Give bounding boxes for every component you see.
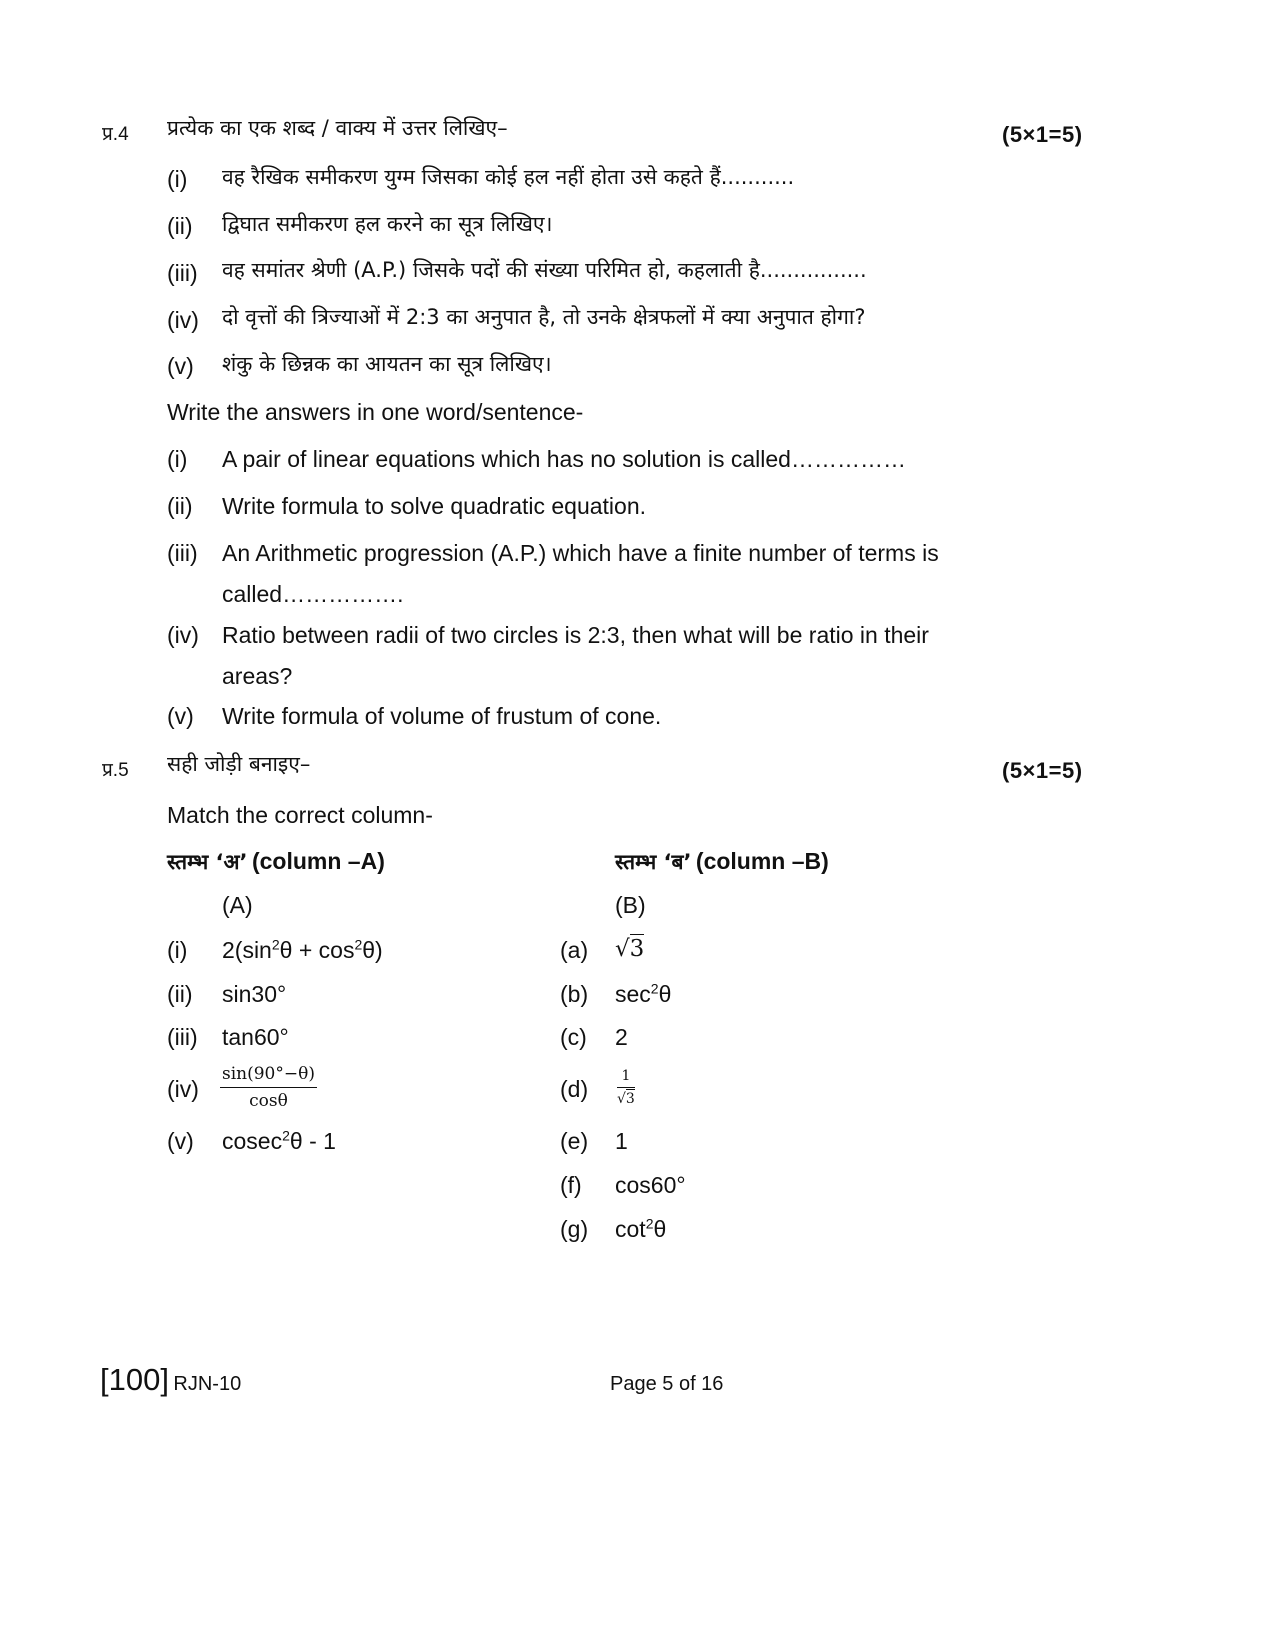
- col-a-item-iv-fraction: [220, 1064, 317, 1111]
- column-b-head-en: (column –B): [695, 848, 829, 874]
- q4-en-label-2: (ii): [167, 493, 193, 519]
- q5-title-hi: सही जोड़ी बनाइए–: [167, 752, 311, 776]
- footer-code: [100, 1362, 241, 1398]
- q4-title-hi: प्रत्येक का एक शब्द / वाक्य में उत्तर लिखिए–: [167, 116, 508, 140]
- q4-hi-label-2: (ii): [167, 213, 193, 239]
- col-a-item-iv-numerator: sin(90°−θ): [220, 1064, 317, 1088]
- column-a-sub: (A): [222, 892, 253, 918]
- q4-hi-label-4: (iv): [167, 307, 199, 333]
- q4-hi-label-1: (i): [167, 166, 188, 192]
- q4-number: प्र.4: [102, 124, 129, 145]
- col-a-label-ii: (ii): [167, 981, 193, 1007]
- q4-hi-text-5: शंकु के छिन्नक का आयतन का सूत्र लिखिए।: [222, 352, 552, 376]
- col-b-item-a: √3: [615, 936, 645, 962]
- q4-en-text-4a: Ratio between radii of two circles is 2:3, then what will be ratio in their: [222, 622, 929, 648]
- col-b-item-g: $\cot^2\theta$: [615, 1215, 667, 1242]
- col-b-label-b: (b): [560, 981, 589, 1007]
- col-a-label-iv: (iv): [167, 1076, 199, 1102]
- q4-en-text-4b: areas?: [222, 663, 293, 689]
- footer-page-number: Page 5 of 16: [610, 1373, 724, 1395]
- q4-hi-text-3: वह समांतर श्रेणी (A.P.) जिसके पदों की संख्या परिमित हो, कहलाती है................: [222, 258, 867, 282]
- col-b-label-a: (a): [560, 937, 589, 963]
- q4-en-text-2: Write formula to solve quadratic equation.: [222, 493, 647, 519]
- col-b-label-e: (e): [560, 1128, 589, 1154]
- q4-en-label-3: (iii): [167, 540, 198, 566]
- q4-en-text-5: Write formula of volume of frustum of cone.: [222, 703, 662, 729]
- col-b-item-f: cos60°: [615, 1172, 686, 1198]
- col-b-item-d-denominator: √3: [617, 1091, 635, 1107]
- col-b-item-d-numerator: 1: [617, 1068, 635, 1088]
- footer-paper-code: RJN-10: [173, 1373, 242, 1395]
- q4-title-en: Write the answers in one word/sentence-: [167, 399, 584, 425]
- q4-en-text-1: A pair of linear equations which has no solution is called……………: [222, 446, 906, 472]
- q4-en-text-3a: An Arithmetic progression (A.P.) which have a finite number of terms is: [222, 540, 939, 566]
- col-a-item-iii: tan60°: [222, 1024, 289, 1050]
- column-a-header: [167, 848, 385, 876]
- col-b-label-f: (f): [560, 1172, 582, 1198]
- q4-hi-text-4: दो वृत्तों की त्रिज्याओं में 2:3 का अनुपात है, तो उनके क्षेत्रफलों में क्या अनुपात होगा?: [222, 305, 866, 329]
- col-a-label-v: (v): [167, 1128, 194, 1154]
- col-a-item-i: $2(\sin^2\theta + \cos^2\theta)$: [222, 936, 383, 963]
- column-b-header: [615, 848, 829, 876]
- q5-title-en: Match the correct column-: [167, 802, 433, 828]
- q4-marks: (5×1=5): [1002, 122, 1083, 147]
- col-b-item-e: 1: [615, 1128, 628, 1154]
- q4-en-label-5: (v): [167, 703, 194, 729]
- col-b-label-g: (g): [560, 1216, 589, 1242]
- q4-hi-label-3: (iii): [167, 260, 198, 286]
- column-b-sub: (B): [615, 892, 646, 918]
- col-b-item-d-fraction: [617, 1068, 635, 1107]
- col-b-item-b: $\sec^2\theta$: [615, 980, 672, 1007]
- q4-hi-text-1: वह रैखिक समीकरण युग्म जिसका कोई हल नहीं होता उसे कहते हैं...........: [222, 165, 795, 189]
- col-a-label-iii: (iii): [167, 1024, 198, 1050]
- q4-hi-text-2: द्विघात समीकरण हल करने का सूत्र लिखिए।: [222, 212, 553, 236]
- q4-en-label-4: (iv): [167, 622, 199, 648]
- col-b-label-c: (c): [560, 1024, 587, 1050]
- q4-en-label-1: (i): [167, 446, 188, 472]
- q4-en-text-3b: called…………….: [222, 581, 404, 607]
- col-a-label-i: (i): [167, 937, 188, 963]
- column-a-head-hi: स्तम्भ ‘अ’: [167, 850, 248, 874]
- q5-marks: (5×1=5): [1002, 758, 1083, 783]
- col-a-item-ii: sin30°: [222, 981, 287, 1007]
- column-a-head-en: (column –A): [251, 848, 385, 874]
- col-a-item-v: cosec$^2$θ - 1: [222, 1127, 336, 1154]
- q4-hi-label-5: (v): [167, 353, 194, 379]
- footer-total: [100]: [100, 1362, 169, 1397]
- col-b-label-d: (d): [560, 1076, 589, 1102]
- col-b-item-c: 2: [615, 1024, 628, 1050]
- q5-number: प्र.5: [102, 760, 129, 781]
- col-a-item-iv-denominator: cosθ: [249, 1091, 288, 1111]
- column-b-head-hi: स्तम्भ ‘ब’: [615, 850, 692, 874]
